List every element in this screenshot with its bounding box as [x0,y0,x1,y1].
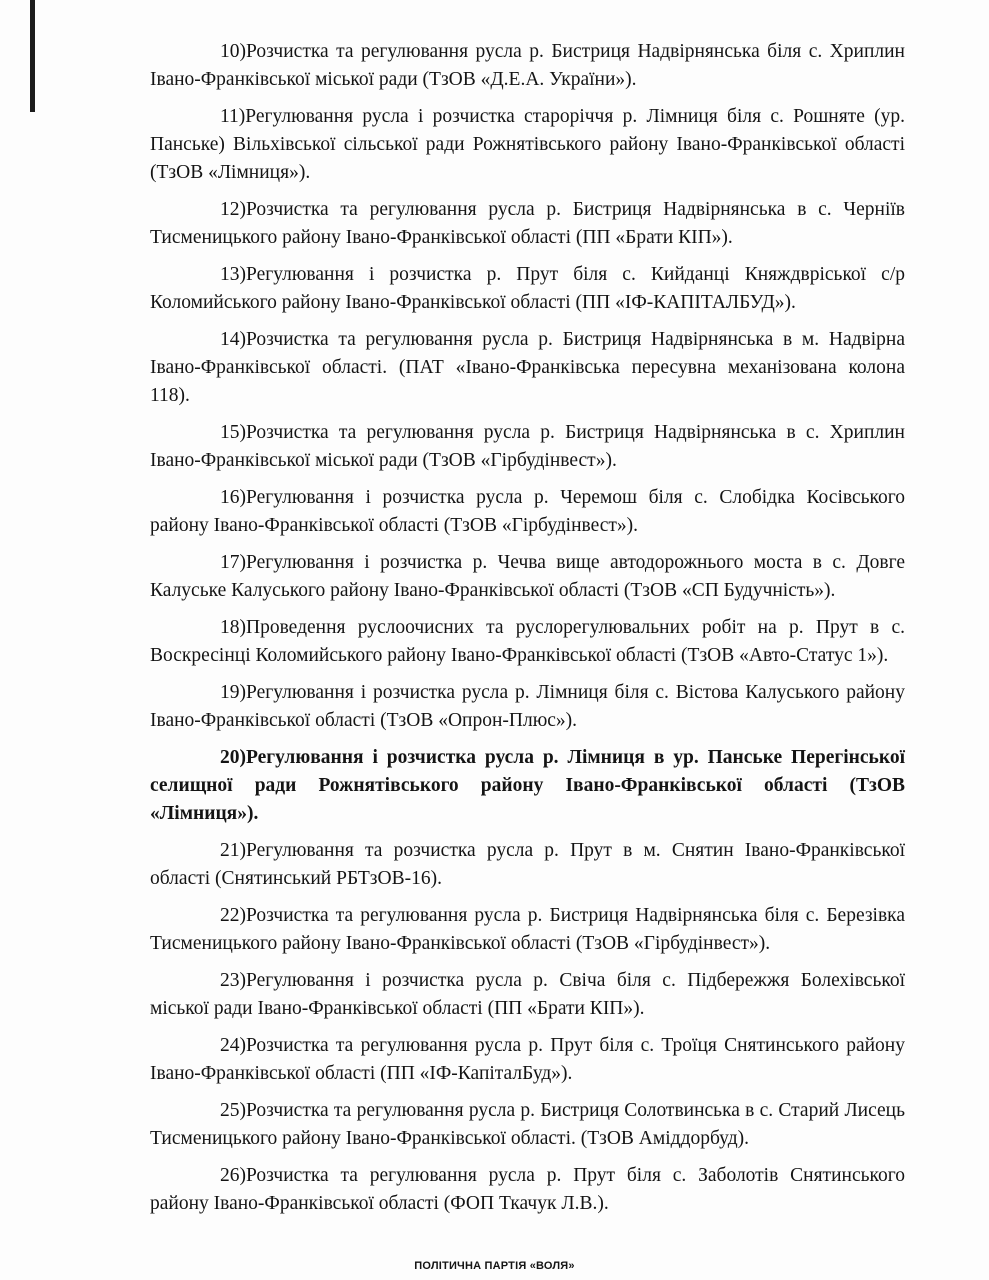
list-item-13: 13)Регулювання і розчистка р. Прут біля с. Кийданці Княждвріської с/р Коломийського району Івано-Франківської області (ПП «ІФ-КАПІТАЛБУД»). [150,264,905,313]
list-item-10: 10)Розчистка та регулювання русла р. Бистриця Надвірнянська біля с. Хриплин Івано-Франківської міської ради (ТзОВ «Д.Е.А. України»). [150,41,905,90]
list-item-11: 11)Регулювання русла і розчистка старорiччя р. Лімниця біля с. Рошняте (ур. Панське) Вільхівської сільської ради Рожнятівського району Івано-Франківської області (ТзОВ «Лімниця»). [150,106,905,183]
list-item-19: 19)Регулювання і розчистка русла р. Лімниця біля с. Вістова Калуського району Івано-Франківської області (ТзОВ «Опрон-Плюс»). [150,682,905,731]
list-item-14: 14)Розчистка та регулювання русла р. Бистриця Надвірнянська в м. Надвірна Івано-Франківської області. (ПАТ «Івано-Франківська пересувна механізована колона 118). [150,329,905,406]
list-item-26: 26)Розчистка та регулювання русла р. Прут біля с. Заболотів Снятинського району Івано-Франківської області (ФОП Ткачук Л.В.). [150,1165,905,1214]
binding-edge-mark [30,0,35,112]
list-item-15: 15)Розчистка та регулювання русла р. Бистриця Надвірнянська в с. Хриплин Івано-Франківської міської ради (ТзОВ «Гірбудінвест»). [150,422,905,471]
list-item-20: 20)Регулювання і розчистка русла р. Лімниця в ур. Панське Перегінської селищної ради Рожнятівського району Івано-Франківської області (ТзОВ «Лімниця»). [150,747,905,824]
list-item-16: 16)Регулювання і розчистка русла р. Черемош біля с. Слобідка Косівського району Івано-Франківської області (ТзОВ «Гірбудінвест»). [150,487,905,536]
document-body [150,38,905,1227]
list-item-17: 17)Регулювання і розчистка р. Чечва вище автодорожнього моста в с. Довге Калуське Калуського району Івано-Франківської області (ТзОВ «СП Будучність»). [150,552,905,601]
list-item-12: 12)Розчистка та регулювання русла р. Бистриця Надвірнянська в с. Черніїв Тисменицького району Івано-Франківської області (ПП «Брати КІП»). [150,199,905,248]
list-item-23: 23)Регулювання і розчистка русла р. Свіча біля с. Підбережжя Болехівської міської ради Івано-Франківської області (ПП «Брати КІП»). [150,970,905,1019]
list-item-21: 21)Регулювання та розчистка русла р. Прут в м. Снятин Івано-Франківської області (Снятинський РБТзОВ-16). [150,840,905,889]
page-footer: ПОЛІТИЧНА ПАРТІЯ «ВОЛЯ» [414,1260,575,1272]
list-item-22: 22)Розчистка та регулювання русла р. Бистриця Надвірнянська біля с. Березівка Тисменицького району Івано-Франківської області (ТзОВ «Гірбудінвест»). [150,905,905,954]
list-item-18: 18)Проведення руслоочисних та руслорегулювальних робіт на р. Прут в с. Воскресінці Коломийського району Івано-Франківської області (ТзОВ «Авто-Статус 1»). [150,617,905,666]
list-item-25: 25)Розчистка та регулювання русла р. Бистриця Солотвинська в с. Старий Лисець Тисменицького району Івано-Франківської області. (ТзОВ Аміддорбуд). [150,1100,905,1149]
list-item-24: 24)Розчистка та регулювання русла р. Прут біля с. Троїця Снятинського району Івано-Франківської області (ПП «ІФ-КапіталБуд»). [150,1035,905,1084]
